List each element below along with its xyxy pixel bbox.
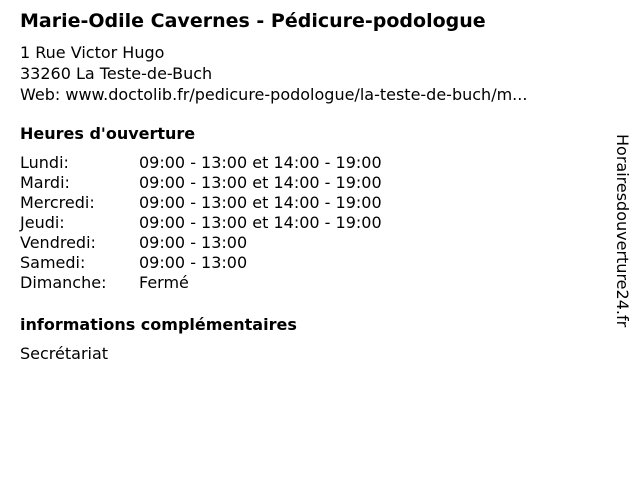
time-value: 09:00 - 13:00	[139, 253, 248, 272]
time-value: 09:00 - 13:00 et 14:00 - 19:00	[139, 193, 382, 212]
day-label: Mercredi:	[20, 193, 95, 212]
day-label: Dimanche:	[20, 273, 107, 292]
day-label: Mardi:	[20, 173, 70, 192]
time-value: 09:00 - 13:00 et 14:00 - 19:00	[139, 213, 382, 232]
site-watermark: Horairesdouverture24.fr	[613, 134, 632, 328]
opening-hours-heading: Heures d'ouverture	[20, 124, 196, 143]
time-value: Fermé	[139, 273, 189, 292]
address-line-2: 33260 La Teste-de-Buch	[20, 64, 213, 83]
website-line[interactable]: Web: www.doctolib.fr/pedicure-podologue/la-teste-de-buch/m...	[20, 85, 528, 104]
address-line-1: 1 Rue Victor Hugo	[20, 43, 165, 62]
additional-info-heading: informations complémentaires	[20, 315, 297, 334]
time-value: 09:00 - 13:00 et 14:00 - 19:00	[139, 173, 382, 192]
time-value: 09:00 - 13:00 et 14:00 - 19:00	[139, 153, 382, 172]
additional-info-text: Secrétariat	[20, 344, 109, 363]
day-label: Jeudi:	[20, 213, 65, 232]
time-value: 09:00 - 13:00	[139, 233, 248, 252]
day-label: Samedi:	[20, 253, 86, 272]
business-name: Marie-Odile Cavernes - Pédicure-podologue	[20, 10, 486, 32]
day-label: Lundi:	[20, 153, 69, 172]
day-label: Vendredi:	[20, 233, 96, 252]
